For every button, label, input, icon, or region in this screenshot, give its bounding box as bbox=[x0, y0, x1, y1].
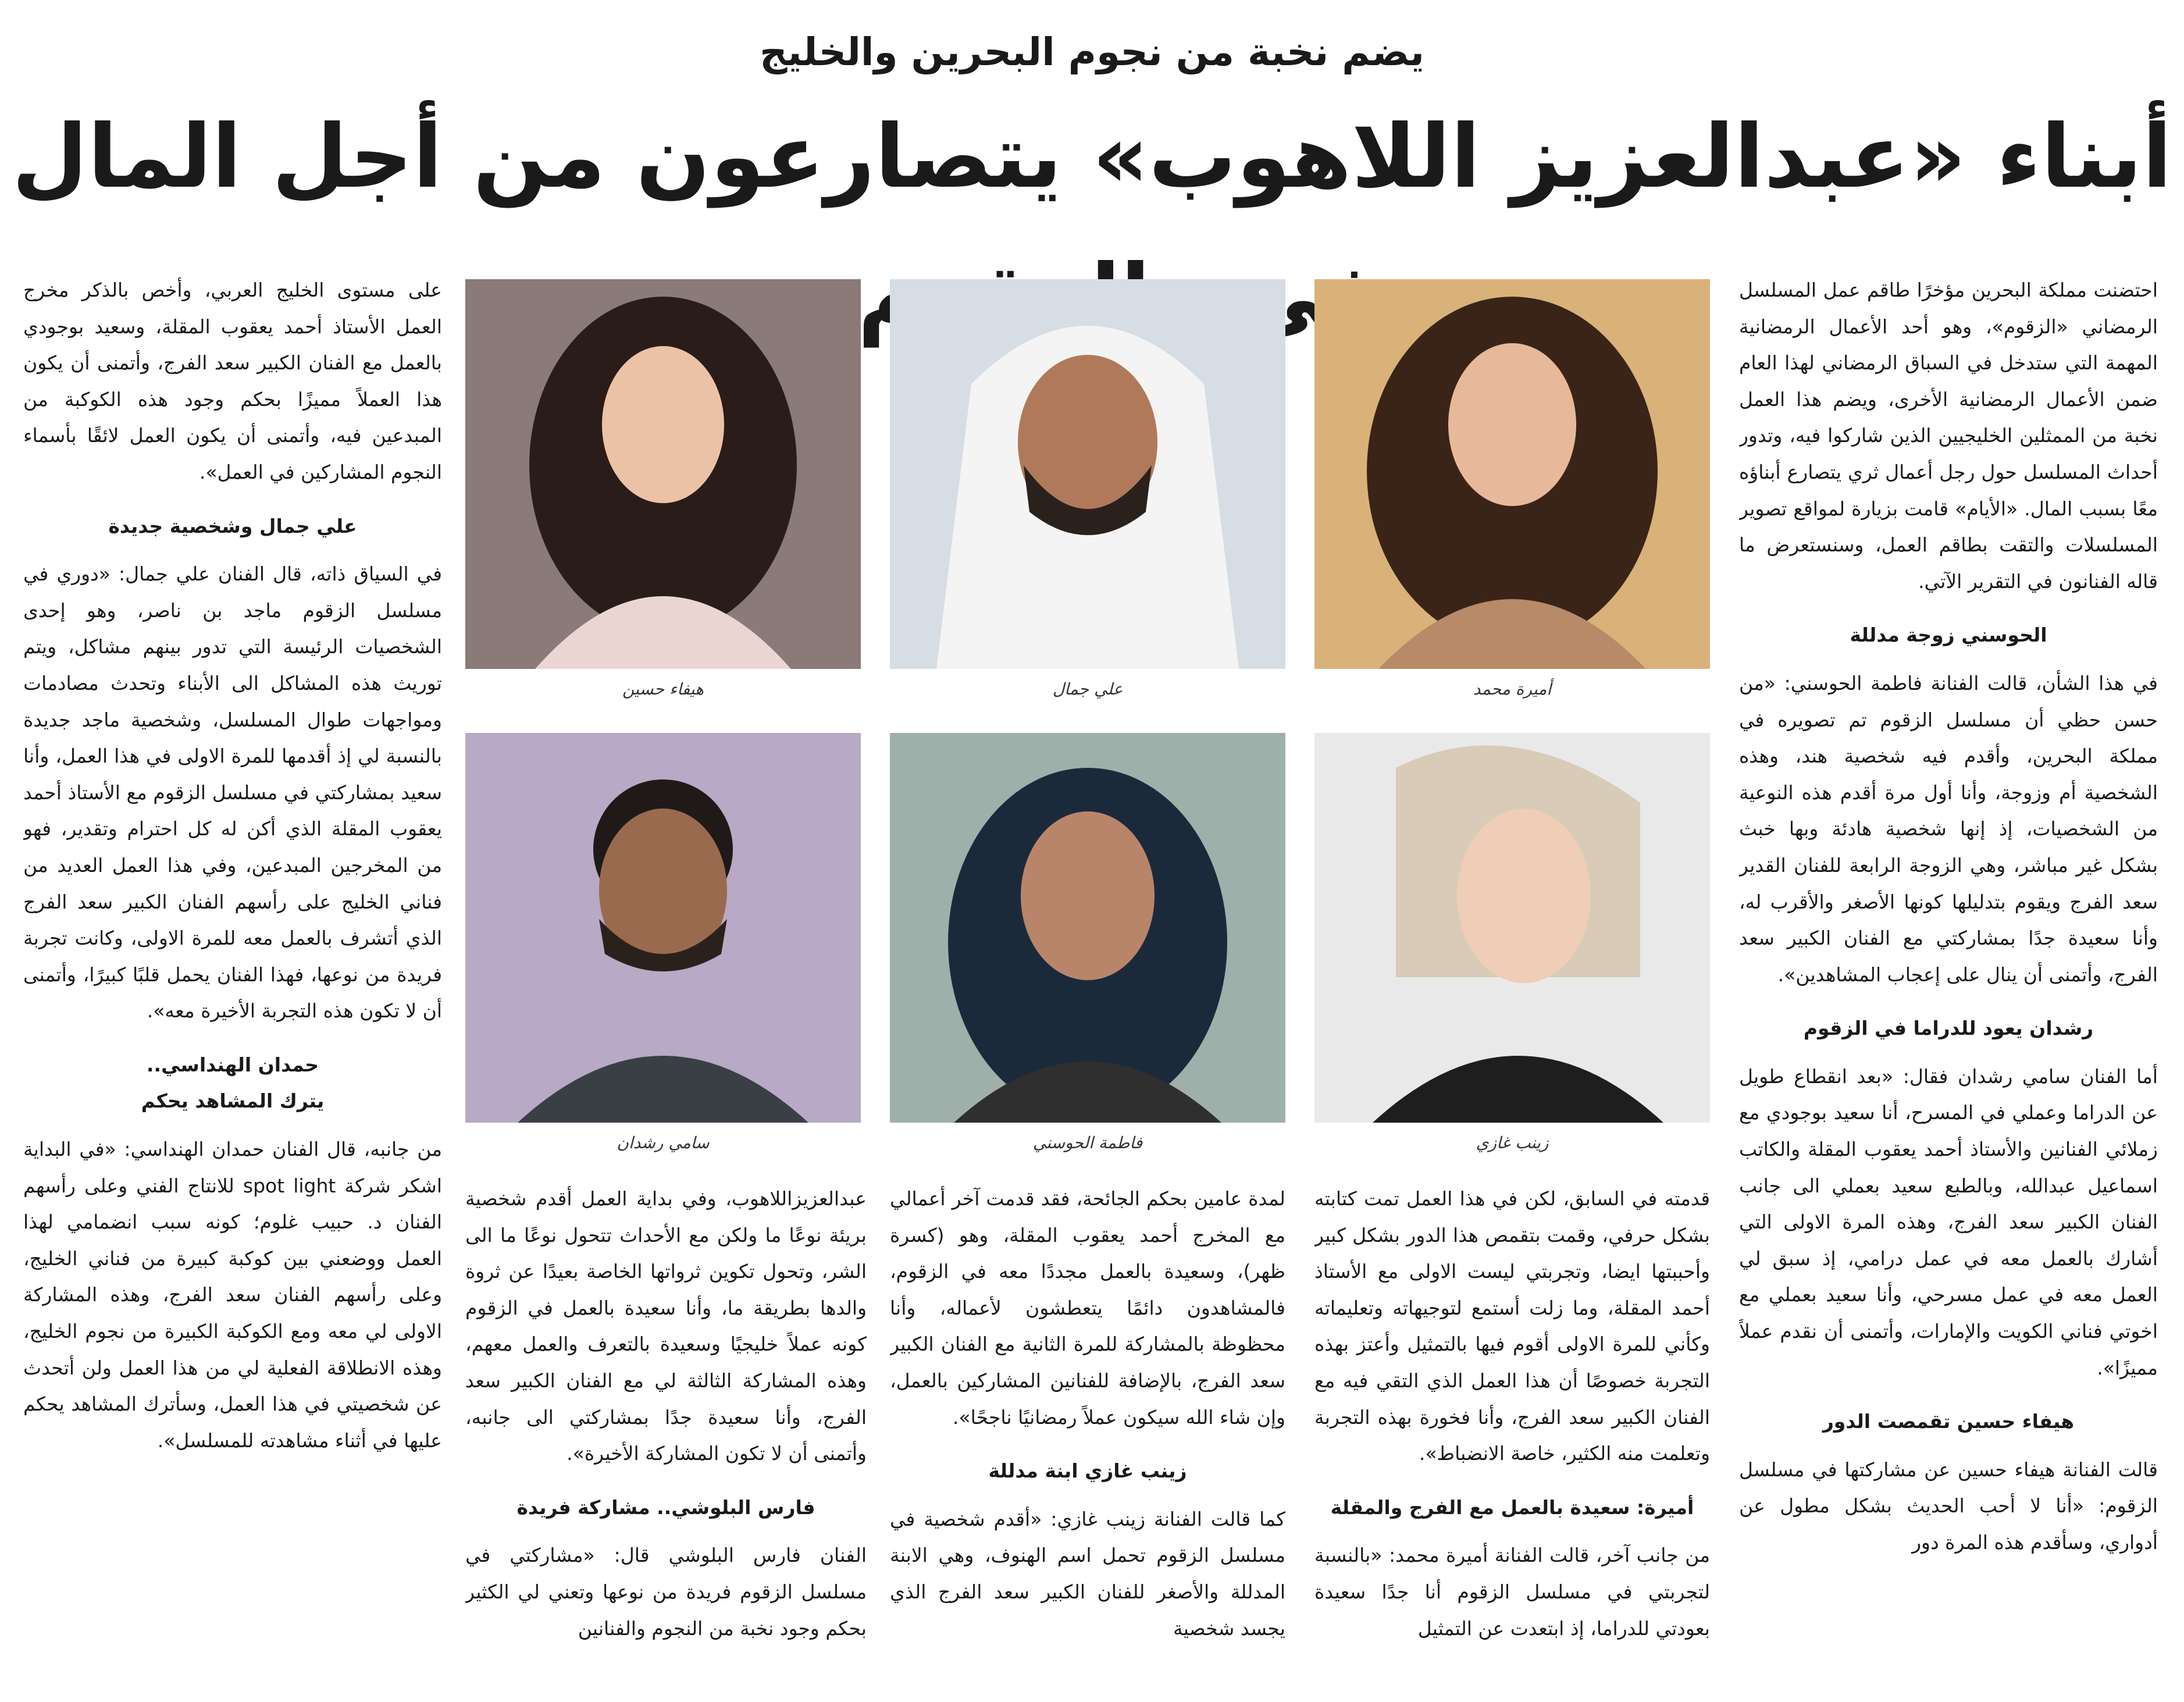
kicker: يضم نخبة من نجوم البحرين والخليج bbox=[760, 30, 1424, 74]
photo-caption: هيفاء حسين bbox=[622, 679, 704, 699]
photo-caption: زينب غازي bbox=[1476, 1133, 1549, 1152]
subheading: الحوسني زوجة مدللة bbox=[1850, 624, 2047, 647]
paragraph: احتضنت مملكة البحرين مؤخرًا طاقم عمل المسلسل الرمضاني «الزقوم»، وهو أحد الأعمال الرمضانية المهمة التي ستدخل في السباق الرمضاني لهذا العام ضمن الأعمال الرمضانية الأخرى، ويضم هذا العمل نخبة من الممثلين الخليجيين الذين شاركوا فيه، وتدور أحداث المسلسل حول رجل أعمال ثري يتصارع أبناؤه معًا بسبب المال. «الأيام» قامت بزيارة لمواقع تصوير المسلسلات والتقت بطاقم العمل، وسنستعرض ما قاله الفنانون في التقرير الآتي. bbox=[1739, 279, 2158, 593]
paragraph: كما قالت الفنانة زينب غازي: «أقدم شخصية في مسلسل الزقوم تحمل اسم الهنوف، وهي الابنة المدللة والأصغر للفنان الكبير سعد الفرج الذي يجسد شخصية bbox=[890, 1507, 1285, 1640]
subheading: فارس البلوشي.. مشاركة فريدة bbox=[516, 1496, 815, 1519]
photo-zainab-ghazi bbox=[1314, 733, 1710, 1123]
column-right bbox=[1739, 272, 2158, 1692]
paragraph: في هذا الشأن، قالت الفنانة فاطمة الحوسني: «من حسن حظي أن مسلسل الزقوم تم تصويره في مملكة البحرين، وأقدم فيه شخصية هند، وهذه الشخصية أم وزوجة، وأنا أول مرة أقدم هذه النوعية من الشخصيات، إذ إنها شخصية هادئة وبها خبث بشكل غير مباشر، وهي الزوجة الرابعة للفنان القدير سعد الفرج ويقوم بتدليلها كونها الأصغر والأقرب له، وأنا سعيدة جدًا بمشاركتي مع الفنان الكبير سعد الفرج، وأتمنى أن ينال على إعجاب المشاهدين». bbox=[1739, 671, 2158, 986]
paragraph: من جانبه، قال الفنان حمدان الهنداسي: «في البداية اشكر شركة spot light للانتاج الفني وعلى رأسهم الفنان د. حبيب غلوم؛ كونه سبب انضمامي لهذا العمل ووضعني بين كوكبة كبيرة من فناني الخليج، وعلى رأسهم الفنان سعد الفرج، وهذه المشاركة الاولى لي معه ومع الكوكبة الكبيرة من نجوم الخليج، وهذه الانطلاقة الفعلية لي من هذا العمل ولن أتحدث عن شخصيتي في هذا العمل، وسأترك المشاهد يحكم عليها في أثناء مشاهدته للمسلسل». bbox=[23, 1138, 442, 1452]
subheading: علي جمال وشخصية جديدة bbox=[108, 514, 357, 537]
column-middle-2 bbox=[890, 1181, 1285, 1693]
paragraph: على مستوى الخليج العربي، وأخص بالذكر مخرج العمل الأستاذ أحمد يعقوب المقلة، وسعيد بوجودي بالعمل مع الفنان الكبير سعد الفرج، وأتمنى أن يكون هذا العملاً مميزًا بحكم وجود هذه الكوكبة من المبدعين فيه، وأتمنى أن يكون العمل لائقًا بأسماء النجوم المشاركين في العمل». bbox=[23, 279, 442, 483]
subheading: حمدان الهنداسي.. bbox=[146, 1053, 319, 1076]
photo-amira-mohammed bbox=[1314, 279, 1710, 669]
subheading: يترك المشاهد يحكم bbox=[141, 1089, 325, 1113]
subheading: أميرة: سعيدة بالعمل مع الفرج والمقلة bbox=[1330, 1496, 1694, 1519]
photo-fatima-al-hosani bbox=[890, 733, 1285, 1123]
column-left bbox=[23, 272, 442, 1692]
paragraph: قدمته في السابق، لكن في هذا العمل تمت كتابته بشكل حرفي، وقمت بتقمص هذا الدور بشكل كبير وأحببتها ايضا، وتجربتي ليست الاولى مع الأستاذ أحمد المقلة، وما زلت أستمع لتوجيهاته وتعليماته وكأني للمرة الاولى أقوم فيها بالتمثيل وأعتز بهذه التجربة خصوصًا أن هذا العمل الذي التقي فيه مع الفنان الكبير سعد الفرج، وأنا فخورة بهذه التجربة وتعلمت منه الكثير، خاصة الانضباط». bbox=[1314, 1187, 1710, 1465]
subheading: هيفاء حسين تقمصت الدور bbox=[1822, 1410, 2075, 1433]
subheading: رشدان يعود للدراما في الزقوم bbox=[1803, 1017, 2094, 1040]
photo-ali-jamal bbox=[890, 279, 1285, 669]
headline: أبناء «عبدالعزيز اللاهوب» يتصارعون من أجل المال في bbox=[12, 106, 2172, 347]
photo-caption: سامي رشدان bbox=[617, 1133, 710, 1152]
paragraph: لمدة عامين بحكم الجائحة، فقد قدمت آخر أعمالي مع المخرج أحمد يعقوب المقلة، وهو (كسرة ظهر)، وسعيدة بالعمل مجددًا معه في الزقوم، فالمشاهدون دائمًا يتعطشون لأعماله، وأنا محظوظة بالمشاركة للمرة الثانية مع الفنان الكبير سعد الفرج، بالإضافة للفنانين المشاركين بالعمل، وإن شاء الله سيكون عملاً رمضانيًا ناجحًا». bbox=[890, 1187, 1285, 1429]
paragraph: قالت الفنانة هيفاء حسين عن مشاركتها في مسلسل الزقوم: «أنا لا أحب الحديث بشكل مطول عن أدواري، وسأقدم هذه المرة دور bbox=[1739, 1458, 2158, 1554]
paragraph: عبدالعزيزاللاهوب، وفي بداية العمل أقدم شخصية بريئة نوعًا ما ولكن مع الأحداث تتحول نوعًا ما الى الشر، وتحول تكوين ثرواتها الخاصة بعيدًا عن ثروة والدها بطريقة ما، وأنا سعيدة بالعمل في الزقوم كونه عملاً خليجيًا وسعيدة بالتعرف والعمل معهم، وهذه المشاركة الثالثة لي مع الفنان الكبير سعد الفرج، وأنا سعيدة جدًا بمشاركتي الى جانبه، وأتمنى أن لا تكون المشاركة الأخيرة». bbox=[465, 1187, 867, 1465]
paragraph: أما الفنان سامي رشدان فقال: «بعد انقطاع طويل عن الدراما وعملي في المسرح، أنا سعيد بوجودي مع زملائي الفنانين والأستاذ أحمد يعقوب المقلة والكاتب اسماعيل عبدالله، وبالطبع سعيد بعملي الى جانب الفنان الكبير سعد الفرج، وهذه المرة الاولى التي أشارك بالعمل معه في عمل درامي، إذ سبق لي العمل معه في عمل مسرحي، وأنا سعيد بعملي مع اخوتي فناني الكويت والإمارات، وأتمنى أن نقدم عملاً مميزًا». bbox=[1739, 1064, 2158, 1379]
paragraph: الفنان فارس البلوشي قال: «مشاركتي في مسلسل الزقوم فريدة من نوعها وتعني لي الكثير بحكم وجود نخبة من النجوم والفنانين bbox=[465, 1544, 867, 1640]
paragraph: من جانب آخر، قالت الفنانة أميرة محمد: «بالنسبة لتجربتي في مسلسل الزقوم أنا جدًا سعيدة بعودتي للدراما، إذ ابتعدت عن التمثيل bbox=[1314, 1544, 1710, 1640]
photo-caption: علي جمال bbox=[1052, 679, 1123, 699]
photo-caption: فاطمة الحوسني bbox=[1032, 1133, 1143, 1152]
column-middle-3 bbox=[465, 1181, 867, 1693]
subheading: زينب غازي ابنة مدللة bbox=[988, 1459, 1187, 1483]
column-middle-1 bbox=[1314, 1181, 1710, 1693]
photo-haifa-hussein bbox=[465, 279, 861, 669]
photo-caption: أميرة محمد bbox=[1473, 679, 1552, 699]
paragraph: في السياق ذاته، قال الفنان علي جمال: «دوري في مسلسل الزقوم ماجد بن ناصر، وهو إحدى الشخصيات الرئيسة التي تدور بينهم مشاكل، ويتم توريث هذه المشاكل الى الأبناء وتحدث مصادمات ومواجهات طوال المسلسل، وشخصية ماجد جديدة بالنسبة لي إذ أقدمها للمرة الاولى في هذا العمل، وأنا سعيد بمشاركتي في مسلسل الزقوم مع الأستاذ أحمد يعقوب المقلة الذي أكن له كل احترام وتقدير، فهو من المخرجين المبدعين، وفي هذا العمل العديد من فناني الخليج على رأسهم الفنان الكبير سعد الفرج الذي أتشرف بالعمل معه للمرة الاولى، وكانت تجربة فريدة من نوعها، فهذا الفنان يحمل قلبًا كبيرًا، وأتمنى أن لا تكون هذه التجربة الأخيرة معه». bbox=[23, 562, 442, 1023]
photo-sami-rashdan bbox=[465, 733, 861, 1123]
